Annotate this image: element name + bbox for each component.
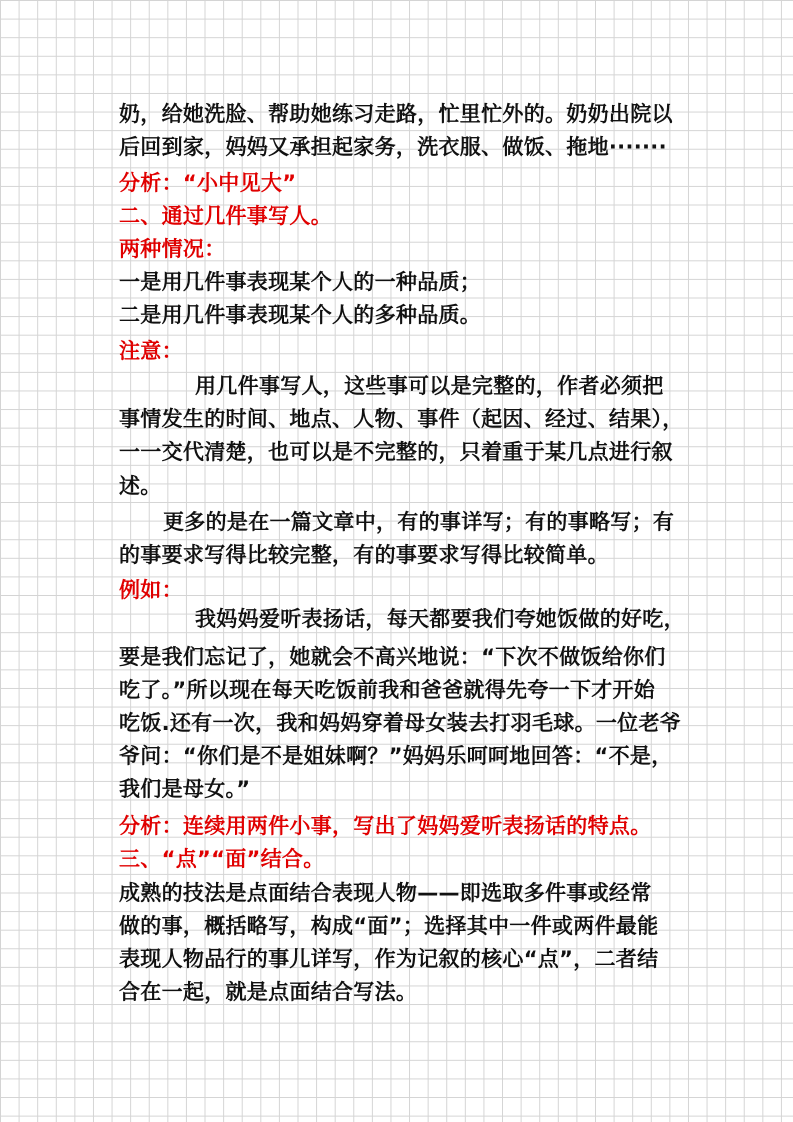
text-line-14: 的事要求写得比较完整，有的事要求写得比较简单。 — [119, 543, 609, 567]
text-line-10: 事情发生的时间、地点、人物、事件（起因、经过、结果）， — [119, 407, 684, 431]
text-line-20: 爷问：“你们是不是姐妹啊？”妈妈乐呵呵地回答：“不是， — [119, 744, 673, 768]
note-label: 注意： — [119, 339, 183, 363]
text-line-26: 表现人物品行的事儿详写，作为记叙的核心“点”，二者结 — [119, 947, 659, 971]
text-line-12: 述。 — [119, 474, 162, 498]
text-line-2: 后回到家，妈妈又承担起家务，洗衣服、做饭、拖地······· — [119, 135, 667, 159]
text-line-25: 做的事，概括略写，构成“面”；选择其中一件或两件最能 — [119, 914, 659, 938]
text-line-6: 一是用几件事表现某个人的一种品质； — [119, 270, 482, 294]
text-line-13: 更多的是在一篇文章中，有的事详写；有的事略写；有 — [163, 510, 675, 534]
text-line-9: 用几件事写人，这些事可以是完整的，作者必须把 — [195, 374, 664, 398]
text-line-7: 二是用几件事表现某个人的多种品质。 — [119, 303, 482, 327]
analysis-heading-1: 分析：“小中见大” — [119, 171, 297, 195]
text-line-27: 合在一起，就是点面结合写法。 — [119, 980, 418, 1004]
text-line-11: 一一交代清楚，也可以是不完整的，只着重于某几点进行叙 — [119, 440, 673, 464]
section-heading-3: 三、“点”“面”结合。 — [119, 847, 325, 871]
section-heading-2: 二、通过几件事写人。 — [119, 204, 332, 228]
text-line-1: 奶，给她洗脸、帮助她练习走路，忙里忙外的。奶奶出院以 — [119, 102, 673, 126]
text-line-17: 要是我们忘记了，她就会不高兴地说：“下次不做饭给你们 — [119, 645, 666, 669]
example-label: 例如： — [119, 578, 183, 602]
analysis-heading-2: 分析：连续用两件小事，写出了妈妈爱听表扬话的特点。 — [119, 814, 652, 838]
text-line-24: 成熟的技法是点面结合表现人物——即选取多件事或经常 — [119, 881, 652, 905]
text-line-18: 吃了。”所以现在每天吃饭前我和爸爸就得先夸一下才开始 — [119, 678, 656, 702]
text-line-19: 吃饭.还有一次，我和妈妈穿着母女装去打羽毛球。一位老爷 — [119, 711, 682, 735]
two-cases-label: 两种情况： — [119, 237, 226, 261]
text-line-16: 我妈妈爱听表扬话，每天都要我们夸她饭做的好吃， — [195, 607, 685, 631]
text-line-21: 我们是母女。” — [119, 777, 251, 801]
